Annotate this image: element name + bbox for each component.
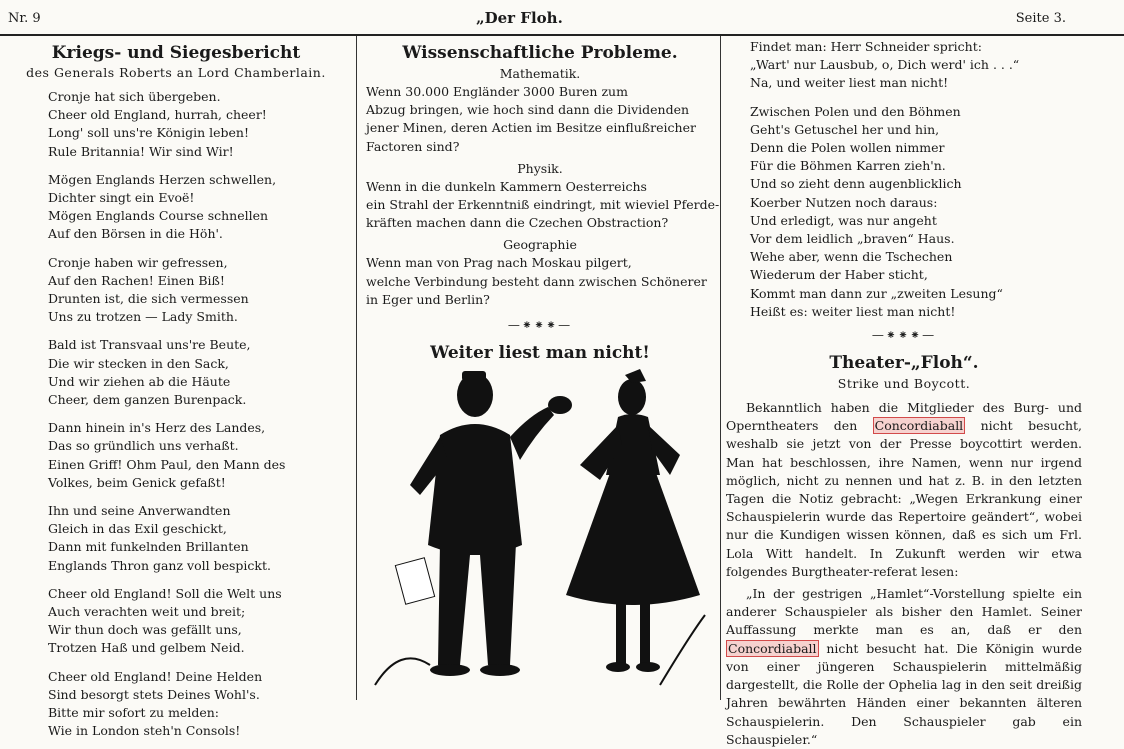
paragraph-text: „In der gestrigen „Hamlet“-Vorstellung spielte ein anderer Schauspieler als bisher den Hamlet. Seiner Auffassung merkte man es an, daß er den — [726, 586, 1082, 638]
geography-text — [362, 254, 718, 309]
ornament: —⁕⁕⁕— — [507, 318, 573, 333]
ornament: —⁕⁕⁕— — [871, 328, 937, 343]
column-divider — [720, 36, 721, 700]
text-line: Das so gründlich uns verhaßt. — [48, 438, 239, 454]
stanza-gap — [0, 409, 352, 419]
text-line: Wie in London steh'n Consols! — [48, 723, 241, 739]
stanza-gap — [0, 575, 352, 585]
text-line: Mögen Englands Course schnellen — [48, 208, 269, 224]
text-line: Auf den Rachen! Einen Biß! — [48, 272, 225, 288]
text-line: Uns zu trotzen — Lady Smith. — [48, 309, 238, 325]
text-line: Dann mit funkelnden Brillanten — [48, 539, 249, 555]
text-line: Trotzen Haß und gelbem Neid. — [48, 640, 245, 656]
highlight-concordiaball: Concordiaball — [728, 640, 817, 656]
text-line: Heißt es: weiter liest man nicht! — [750, 303, 956, 319]
text-line: Ihn und seine Anverwandten — [48, 503, 231, 519]
poem-title: Kriegs- und Siegesbericht — [51, 43, 301, 63]
stanza-gap — [726, 93, 1082, 103]
stanza-gap — [0, 244, 352, 254]
highlight-concordiaball: Concordiaball — [874, 418, 964, 434]
poem-column — [0, 42, 352, 741]
stanza-gap — [0, 326, 352, 336]
text-line: Findet man: Herr Schneider spricht: — [750, 39, 982, 54]
text-line: Für die Böhmen Karren zieh'n. — [750, 158, 946, 174]
text-line: Cheer old England! Deine Helden — [48, 668, 263, 684]
physics-heading: Physik. — [517, 160, 563, 176]
text-line: Abzug bringen, wie hoch sind dann die Dividenden — [366, 102, 690, 118]
issue-number: Nr. 9 — [8, 11, 41, 26]
text-line: „Wart' nur Lausbub, o, Dich werd' ich . . .“ — [750, 57, 1020, 73]
paragraph-text: Bekanntlich haben die Mitglieder des Burg- und Operntheaters den — [726, 400, 1082, 434]
text-line: Auch verachten weit und breit; — [48, 604, 246, 620]
text-line: Sind besorgt stets Deines Wohl's. — [48, 686, 260, 702]
text-line: Cronje haben wir gefressen, — [48, 254, 228, 270]
text-line: Wenn in die dunkeln Kammern Oesterreichs — [366, 178, 647, 194]
text-line: Na, und weiter liest man nicht! — [750, 75, 949, 91]
text-line: welche Verbindung besteht dann zwischen Schönerer — [366, 273, 707, 289]
page-header — [0, 0, 1124, 34]
text-line: Rule Britannia! Wir sind Wir! — [48, 143, 234, 159]
masthead-title: „Der Floh. — [476, 9, 563, 27]
text-line: Auf den Börsen in die Höh'. — [48, 226, 223, 242]
text-line: Factoren sind? — [366, 138, 460, 154]
text-line: Gleich in das Exil geschickt, — [48, 521, 227, 537]
text-line: Mögen Englands Herzen schwellen, — [48, 171, 277, 187]
text-line: Long' soll uns're Königin leben! — [48, 125, 249, 141]
text-line: Wehe aber, wenn die Tschechen — [750, 249, 953, 265]
theater-title: Theater-„Floh“. — [829, 353, 979, 374]
column-divider — [356, 36, 357, 700]
text-line: Wir thun doch was gefällt uns, — [48, 622, 242, 638]
text-line: Vor dem leidlich „braven“ Haus. — [750, 231, 955, 247]
text-line: Zwischen Polen und den Böhmen — [750, 103, 961, 119]
stanza-gap — [0, 658, 352, 668]
poem-continuation — [726, 38, 1082, 321]
text-line: Einen Griff! Ohm Paul, den Mann des — [48, 456, 286, 472]
text-line: Koerber Nutzen noch daraus: — [750, 194, 938, 210]
geography-heading: Geographie — [503, 237, 577, 253]
text-line: Und erledigt, was nur angeht — [750, 212, 937, 228]
text-line: in Eger und Berlin? — [366, 291, 490, 307]
paragraph-text: nicht besucht, weshalb sie jetzt von der Presse boycottirt werden. Man hat beschlossen, ihre Namen, wenn nur irgend möglich, nicht zu nennen und hat z. B. in den letzten Tagen die Notiz gebracht: „Wegen Erkrankung einer Schauspielerin wurde das Repertoire geändert“, wobei nur die Kundigen wissen können, daß es sich um Frl. Lola Witt handelt. In Zukunft werden wir etwa folgendes Burgtheater-referat lesen: — [726, 418, 1082, 579]
text-line: Cheer old England, hurrah, cheer! — [48, 107, 267, 123]
text-line: Bald ist Transvaal uns're Beute, — [48, 337, 251, 353]
math-text — [362, 83, 718, 156]
text-line: Und so zieht denn augenblicklich — [750, 176, 962, 192]
text-line: Bitte mir sofort zu melden: — [48, 705, 219, 721]
page-number: Seite 3. — [1015, 11, 1066, 26]
stanza-gap — [0, 161, 352, 171]
theater-paragraph-2 — [726, 585, 1082, 749]
poem-body — [0, 88, 352, 741]
theater-subtitle: Strike und Boycott. — [837, 376, 971, 392]
text-line: Englands Thron ganz voll bespickt. — [48, 557, 271, 573]
paragraph-text: nicht besucht hat. Die Königin wurde von einer jüngeren Schauspielerin mittelmäßig dargestellt, die Rolle der Ophelia lag in den seit dreißig Jahren bewährten Händen einer bekannten älteren Schauspielerin. Den Schauspieler gab ein Schauspieler.“ — [726, 640, 1082, 747]
text-line: Und wir ziehen ab die Häute — [48, 373, 231, 389]
text-line: jener Minen, deren Actien im Besitze einflußreicher — [366, 120, 696, 136]
text-line: Wiederum der Haber sticht, — [750, 267, 928, 283]
text-line: Cheer, dem ganzen Burenpack. — [48, 392, 247, 408]
text-line: kräften machen dann die Czechen Obstraction? — [366, 215, 669, 231]
text-line: Denn die Polen wollen nimmer — [750, 140, 945, 156]
text-line: Wenn 30.000 Engländer 3000 Buren zum — [366, 84, 628, 99]
text-line: Geht's Getuschel her und hin, — [750, 121, 940, 137]
problems-column — [362, 42, 718, 695]
stanza-gap — [0, 492, 352, 502]
header-rule — [0, 34, 1124, 36]
math-heading: Mathematik. — [499, 66, 581, 81]
theater-paragraph-1 — [726, 399, 1082, 581]
text-line: Die wir stecken in den Sack, — [48, 355, 229, 371]
theater-column — [726, 39, 1082, 749]
text-line: Volkes, beim Genick gefaßt! — [48, 474, 226, 490]
illustration-caption: Weiter liest man nicht! — [430, 343, 650, 364]
text-line: ein Strahl der Erkenntniß eindringt, mit wieviel Pferde- — [366, 197, 720, 213]
physics-text — [362, 178, 718, 233]
problems-title: Wissenschaftliche Probleme. — [402, 43, 678, 63]
text-line: Dann hinein in's Herz des Landes, — [48, 420, 266, 436]
text-line: Wenn man von Prag nach Moskau pilgert, — [366, 255, 632, 271]
text-line: Cronje hat sich übergeben. — [48, 89, 221, 104]
poem-subtitle: des Generals Roberts an Lord Chamberlain. — [26, 65, 326, 80]
text-line: Dichter singt ein Evoë! — [48, 190, 195, 206]
text-line: Cheer old England! Soll die Welt uns — [48, 585, 282, 601]
text-line: Kommt man dann zur „zweiten Lesung“ — [750, 285, 1003, 301]
silhouette-illustration — [370, 365, 710, 695]
text-line: Drunten ist, die sich vermessen — [48, 291, 249, 307]
